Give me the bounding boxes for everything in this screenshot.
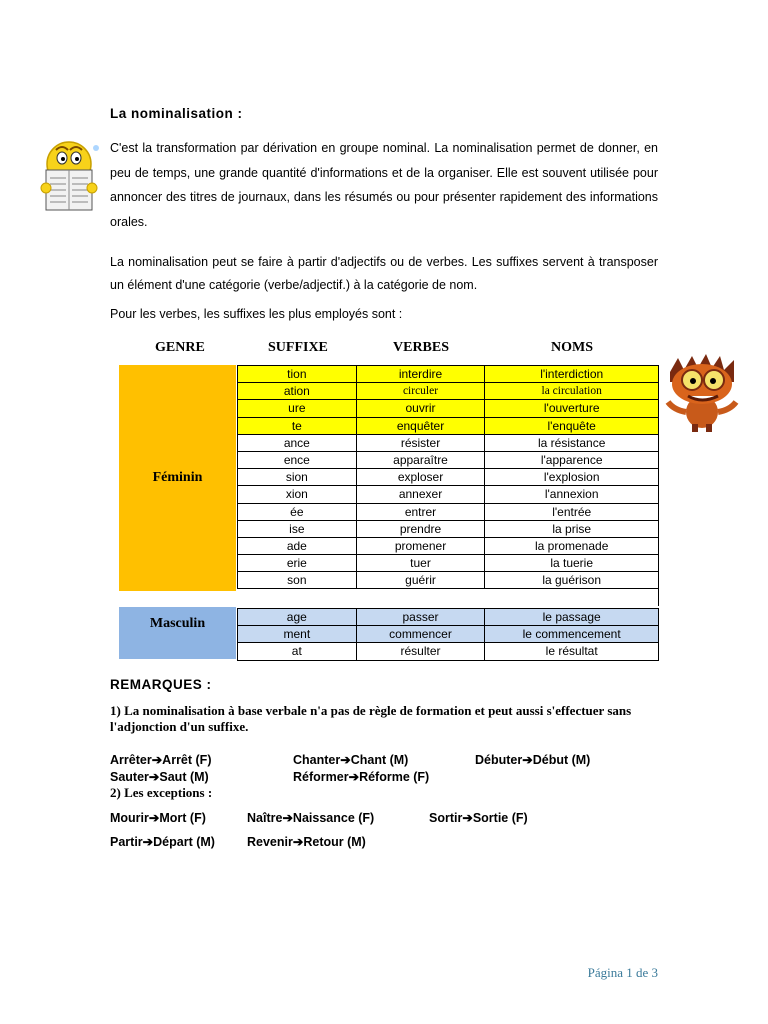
example-verb: Partir (110, 835, 143, 849)
page-title: La nominalisation : (110, 106, 243, 121)
example-noun: Début (M) (532, 753, 591, 767)
page-number: Página 1 de 3 (587, 965, 658, 980)
verb-cell: commencer (356, 626, 485, 643)
verb-cell: résister (356, 434, 485, 451)
example-noun: Départ (M) (153, 835, 215, 849)
arrow-right-icon: ➔ (292, 835, 304, 849)
suffix-cell: at (238, 643, 357, 660)
verb-cell: apparaître (356, 451, 485, 468)
verb-cell: tuer (356, 555, 485, 572)
noun-cell: l'apparence (485, 451, 659, 468)
table-row-empty (238, 589, 659, 606)
verb-cell: passer (356, 609, 485, 626)
feminin-table (237, 365, 659, 606)
remarques-title: REMARQUES : (110, 677, 212, 692)
example-verb: Mourir (110, 811, 149, 825)
table-row (238, 503, 659, 520)
table-row (238, 417, 659, 434)
suffix-cell: ment (238, 626, 357, 643)
arrow-right-icon: ➔ (340, 753, 351, 767)
verb-cell: entrer (356, 503, 485, 520)
suffix-cell: ance (238, 434, 357, 451)
noun-cell: la circulation (485, 383, 659, 400)
noun-cell: l'interdiction (485, 366, 659, 383)
suffix-cell: sion (238, 469, 357, 486)
arrow-right-icon: ➔ (148, 770, 160, 784)
verb-cell: annexer (356, 486, 485, 503)
verb-cell: promener (356, 537, 485, 554)
table-row (238, 626, 659, 643)
verb-cell: interdire (356, 366, 485, 383)
example-item (247, 810, 374, 825)
remarque-1: 1) La nominalisation à base verbale n'a pas de règle de formation et peut aussi s'effectuer sans l'adjonction d'un suffixe. (110, 703, 632, 734)
suffix-cell: ée (238, 503, 357, 520)
table-row (238, 555, 659, 572)
noun-cell: l'annexion (485, 486, 659, 503)
intro-paragraph-2: La nominalisation peut se faire à partir d'adjectifs ou de verbes. Les suffixes servent à transposer un élément d'une catégorie (verbe/adjectif.) à la catégorie de nom. (110, 255, 658, 292)
noun-cell: le commencement (485, 626, 659, 643)
example-noun: Naissance (F) (292, 811, 375, 825)
header-suffixe: SUFFIXE (268, 340, 328, 355)
suffix-cell: tion (238, 366, 357, 383)
noun-cell: la guérison (485, 572, 659, 589)
monster-mascot-icon (660, 352, 744, 432)
example-noun: Réforme (F) (359, 770, 430, 784)
suffix-cell: age (238, 609, 357, 626)
example-verb: Débuter (475, 753, 523, 767)
arrow-right-icon: ➔ (148, 811, 160, 825)
arrow-right-icon: ➔ (348, 770, 360, 784)
example-item (293, 769, 429, 784)
noun-cell: l'entrée (485, 503, 659, 520)
arrow-right-icon: ➔ (522, 753, 533, 767)
example-noun: Saut (M) (159, 770, 209, 784)
noun-cell: l'enquête (485, 417, 659, 434)
masculin-table (237, 608, 659, 661)
example-item (110, 752, 211, 767)
intro-paragraph: C'est la transformation par dérivation en groupe nominal. La nominalisation permet de donner, en peu de temps, une grande quantité d'informations et de la organiser. Elle est souvent utilisée pour annoncer des titres de journaux, dans les résumés ou pour présenter rapidement des informations orales. (110, 141, 658, 229)
table-row (238, 643, 659, 660)
header-genre: GENRE (155, 340, 205, 355)
example-verb: Réformer (293, 770, 349, 784)
suffix-cell: ure (238, 400, 357, 417)
noun-cell: la prise (485, 520, 659, 537)
suffix-cell: te (238, 417, 357, 434)
table-row (238, 572, 659, 589)
example-verb: Arrêter (110, 753, 152, 767)
noun-cell: la promenade (485, 537, 659, 554)
example-item (475, 752, 590, 767)
table-row (238, 469, 659, 486)
example-item (110, 810, 206, 825)
table-row (238, 537, 659, 554)
noun-cell: le résultat (485, 643, 659, 660)
example-noun: Sortie (F) (472, 811, 528, 825)
suffix-cell: son (238, 572, 357, 589)
arrow-right-icon: ➔ (142, 835, 154, 849)
example-verb: Revenir (247, 835, 293, 849)
suffix-cell: xion (238, 486, 357, 503)
table-row (238, 366, 659, 383)
example-noun: Mort (F) (159, 811, 206, 825)
verb-cell: résulter (356, 643, 485, 660)
suffix-cell: ade (238, 537, 357, 554)
table-row (238, 400, 659, 417)
example-noun: Chant (M) (350, 753, 409, 767)
verb-cell: exploser (356, 469, 485, 486)
example-item (247, 834, 366, 849)
noun-cell: la tuerie (485, 555, 659, 572)
table-row (238, 451, 659, 468)
example-verb: Naître (247, 811, 283, 825)
suffix-cell: ation (238, 383, 357, 400)
verb-cell: ouvrir (356, 400, 485, 417)
example-verb: Sortir (429, 811, 463, 825)
verb-cell: circuler (356, 383, 485, 400)
example-verb: Sauter (110, 770, 149, 784)
example-noun: Retour (M) (303, 835, 366, 849)
verb-cell: enquêter (356, 417, 485, 434)
example-item (293, 752, 408, 767)
noun-cell: la résistance (485, 434, 659, 451)
remarque-2: 2) Les exceptions : (110, 785, 213, 800)
suffix-cell: ence (238, 451, 357, 468)
table-row (238, 486, 659, 503)
newspaper-smiley-icon (36, 138, 102, 216)
genre-masculin: Masculin (119, 607, 236, 659)
verb-cell: guérir (356, 572, 485, 589)
arrow-right-icon: ➔ (282, 811, 293, 825)
example-item (110, 769, 209, 784)
suffix-cell: erie (238, 555, 357, 572)
noun-cell: l'ouverture (485, 400, 659, 417)
table-row (238, 609, 659, 626)
arrow-right-icon: ➔ (151, 753, 163, 767)
example-noun: Arrêt (F) (162, 753, 212, 767)
table-row (238, 434, 659, 451)
table-row (238, 383, 659, 400)
arrow-right-icon: ➔ (462, 811, 473, 825)
genre-feminin: Féminin (119, 365, 236, 591)
suffix-cell: ise (238, 520, 357, 537)
header-verbes: VERBES (393, 340, 450, 355)
example-verb: Chanter (293, 753, 341, 767)
verb-cell: prendre (356, 520, 485, 537)
example-item (110, 834, 215, 849)
header-noms: NOMS (551, 340, 593, 355)
example-item (429, 810, 528, 825)
table-row (238, 520, 659, 537)
noun-cell: l'explosion (485, 469, 659, 486)
noun-cell: le passage (485, 609, 659, 626)
intro-paragraph-3: Pour les verbes, les suffixes les plus employés sont : (110, 307, 403, 321)
